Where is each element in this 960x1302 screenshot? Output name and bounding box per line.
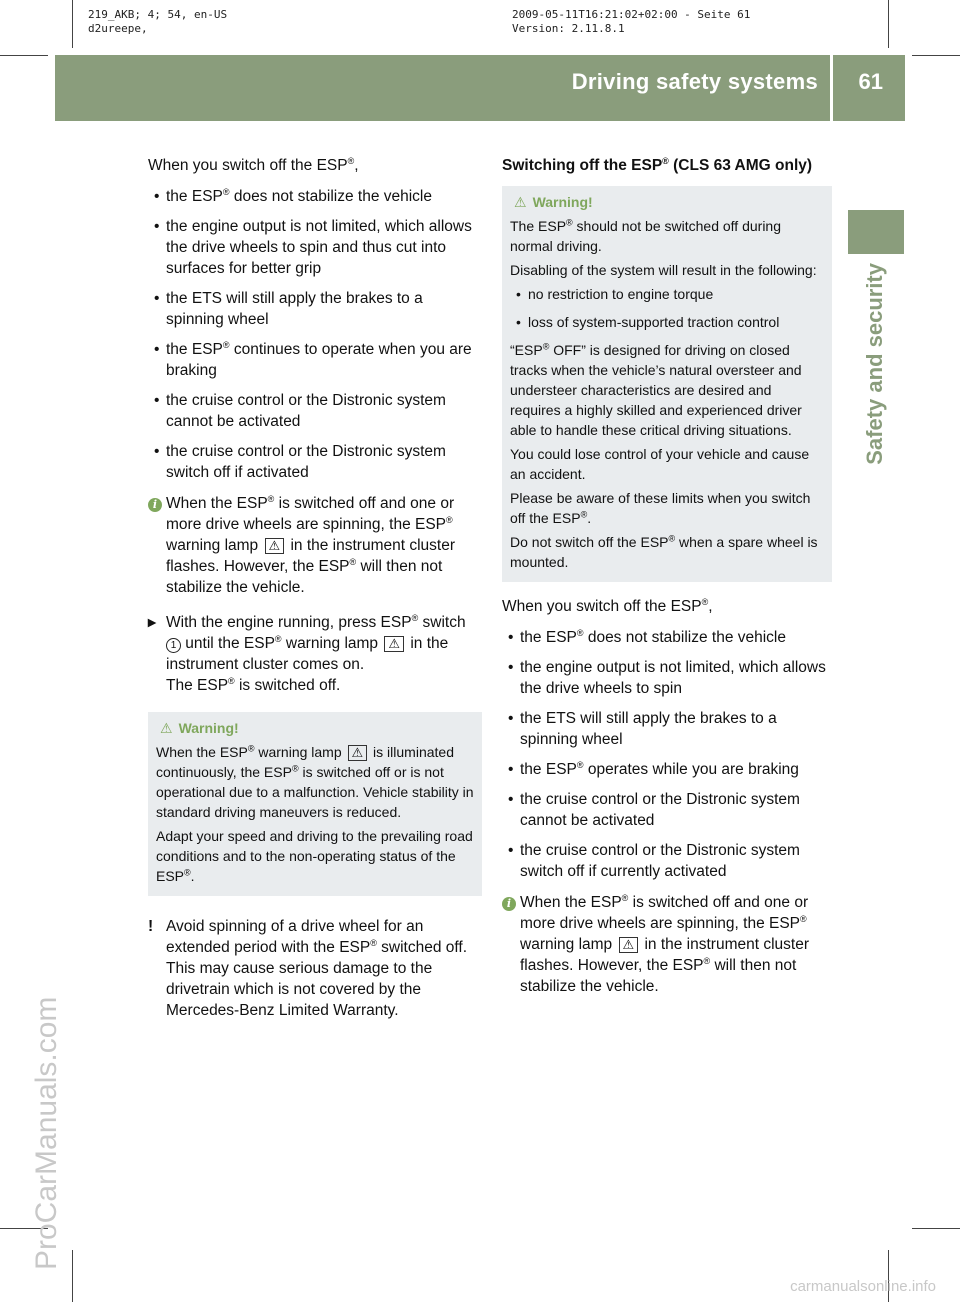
section-heading: Switching off the ESP® (CLS 63 AMG only) — [502, 155, 813, 174]
warning-text: The ESP® should not be switched off during normal driving. — [510, 217, 781, 254]
info-icon: i — [502, 892, 516, 913]
warning-triangle-icon: ⚠ — [514, 194, 527, 210]
esp-warning-lamp-icon: ⚠ — [265, 538, 285, 554]
meta-line: 2009-05-11T16:21:02+02:00 - Seite 61 — [512, 8, 751, 21]
section-tab — [848, 210, 904, 254]
warning-box — [148, 712, 482, 896]
info-note: i When the ESP® is switched off and one or more drive wheels are spinning, the ESP® warning lamp ⚠ in the instrument cluster flashes. However, the ESP® will then not stabilize the vehicle. — [502, 892, 832, 997]
warning-heading: ⚠ Warning! — [160, 720, 239, 736]
warning-text: When the ESP® warning lamp ⚠ is illuminated continuously, the ESP® is switched off or is not operational due to a malfunction. Vehicle stability in standard driving maneuvers is reduced. — [156, 743, 474, 820]
list-item: • the cruise control or the Distronic system switch off if activated — [148, 441, 482, 483]
list-item: • the ETS will still apply the brakes to a spinning wheel — [148, 288, 482, 330]
list-item: • the ESP® operates while you are braking — [502, 759, 832, 780]
right-column — [502, 155, 832, 1011]
list-item: • the ESP® does not stabilize the vehicle — [148, 186, 482, 207]
warning-text: Please be aware of these limits when you switch off the ESP®. — [510, 490, 811, 526]
info-icon: i — [148, 493, 162, 514]
crop-mark — [912, 55, 960, 56]
section-label-text: Safety and security — [862, 263, 887, 465]
crop-mark — [912, 1228, 960, 1229]
left-column — [148, 155, 482, 1035]
warning-text: You could lose control of your vehicle and cause an accident. — [510, 446, 810, 482]
list-item: • the cruise control or the Distronic system cannot be activated — [148, 390, 482, 432]
switch-callout-icon: 1 — [166, 638, 181, 653]
list-item: • the cruise control or the Distronic system switch off if currently activated — [502, 840, 832, 882]
warning-text: Disabling of the system will result in the following: — [510, 262, 817, 278]
crop-mark — [888, 0, 889, 48]
meta-line: d2ureepe, — [88, 22, 148, 35]
footer-watermark: carmanualsonline.info — [790, 1278, 936, 1295]
list-item: • no restriction to engine torque — [510, 284, 824, 304]
page-header — [55, 55, 905, 121]
meta-line: Version: 2.11.8.1 — [512, 22, 625, 35]
watermark-text: ProCarManuals.com — [30, 996, 63, 1270]
list-item: • the ESP® does not stabilize the vehicle — [502, 627, 832, 648]
crop-mark — [0, 55, 48, 56]
warning-text: Adapt your speed and driving to the prevailing road conditions and to the non-operating status of the ESP®. — [156, 828, 473, 884]
warning-box — [502, 186, 832, 582]
list-item: • loss of system-supported traction control — [510, 312, 824, 332]
esp-warning-lamp-icon: ⚠ — [619, 937, 639, 953]
warning-triangle-icon: ⚠ — [160, 720, 173, 736]
list-item: • the engine output is not limited, which allows the drive wheels to spin — [502, 657, 832, 699]
meta-line: 219_AKB; 4; 54, en-US — [88, 8, 228, 21]
caution-icon: ! — [148, 918, 154, 935]
crop-mark — [72, 1250, 73, 1302]
page-title: Driving safety systems — [571, 69, 818, 94]
esp-warning-lamp-icon: ⚠ — [348, 745, 368, 761]
print-meta-left — [88, 8, 227, 36]
caution-note: ! Avoid spinning of a drive wheel for an extended period with the ESP® switched off. This may cause serious damage to the drivetrain which is not covered by the Mercedes-Benz Limited Warranty. — [148, 918, 468, 1019]
warning-text: Do not switch off the ESP® when a spare wheel is mounted. — [510, 533, 818, 570]
header-divider — [830, 55, 833, 121]
list-item: • the ESP® continues to operate when you are braking — [148, 339, 482, 381]
page-number: 61 — [858, 69, 883, 94]
info-note: i When the ESP® is switched off and one or more drive wheels are spinning, the ESP® warning lamp ⚠ in the instrument cluster flashes. However, the ESP® will then not stabilize the vehicle. — [148, 493, 482, 598]
list-item: • the ETS will still apply the brakes to a spinning wheel — [502, 708, 832, 750]
list-item: • the engine output is not limited, which allows the drive wheels to spin and thus cut into surfaces for better grip — [148, 216, 482, 279]
intro-text: When you switch off the ESP®, — [502, 596, 713, 615]
instruction-step: ▸ With the engine running, press ESP® switch 1 until the ESP® warning lamp ⚠ in the instrument cluster comes on. The ESP® is switched off. — [148, 612, 466, 694]
warning-heading: ⚠ Warning! — [514, 194, 593, 210]
esp-warning-lamp-icon: ⚠ — [384, 636, 404, 652]
step-arrow-icon: ▸ — [148, 614, 156, 631]
crop-mark — [72, 0, 73, 48]
intro-text: When you switch off the ESP®, — [148, 155, 359, 174]
warning-text: “ESP® OFF” is designed for driving on closed tracks when the vehicle’s natural oversteer and understeer characteristics are desired and requires a highly skilled and experienced driver able to handle these critical driving situations. — [510, 341, 802, 438]
list-item: • the cruise control or the Distronic system cannot be activated — [502, 789, 832, 831]
print-meta-right — [512, 8, 750, 36]
